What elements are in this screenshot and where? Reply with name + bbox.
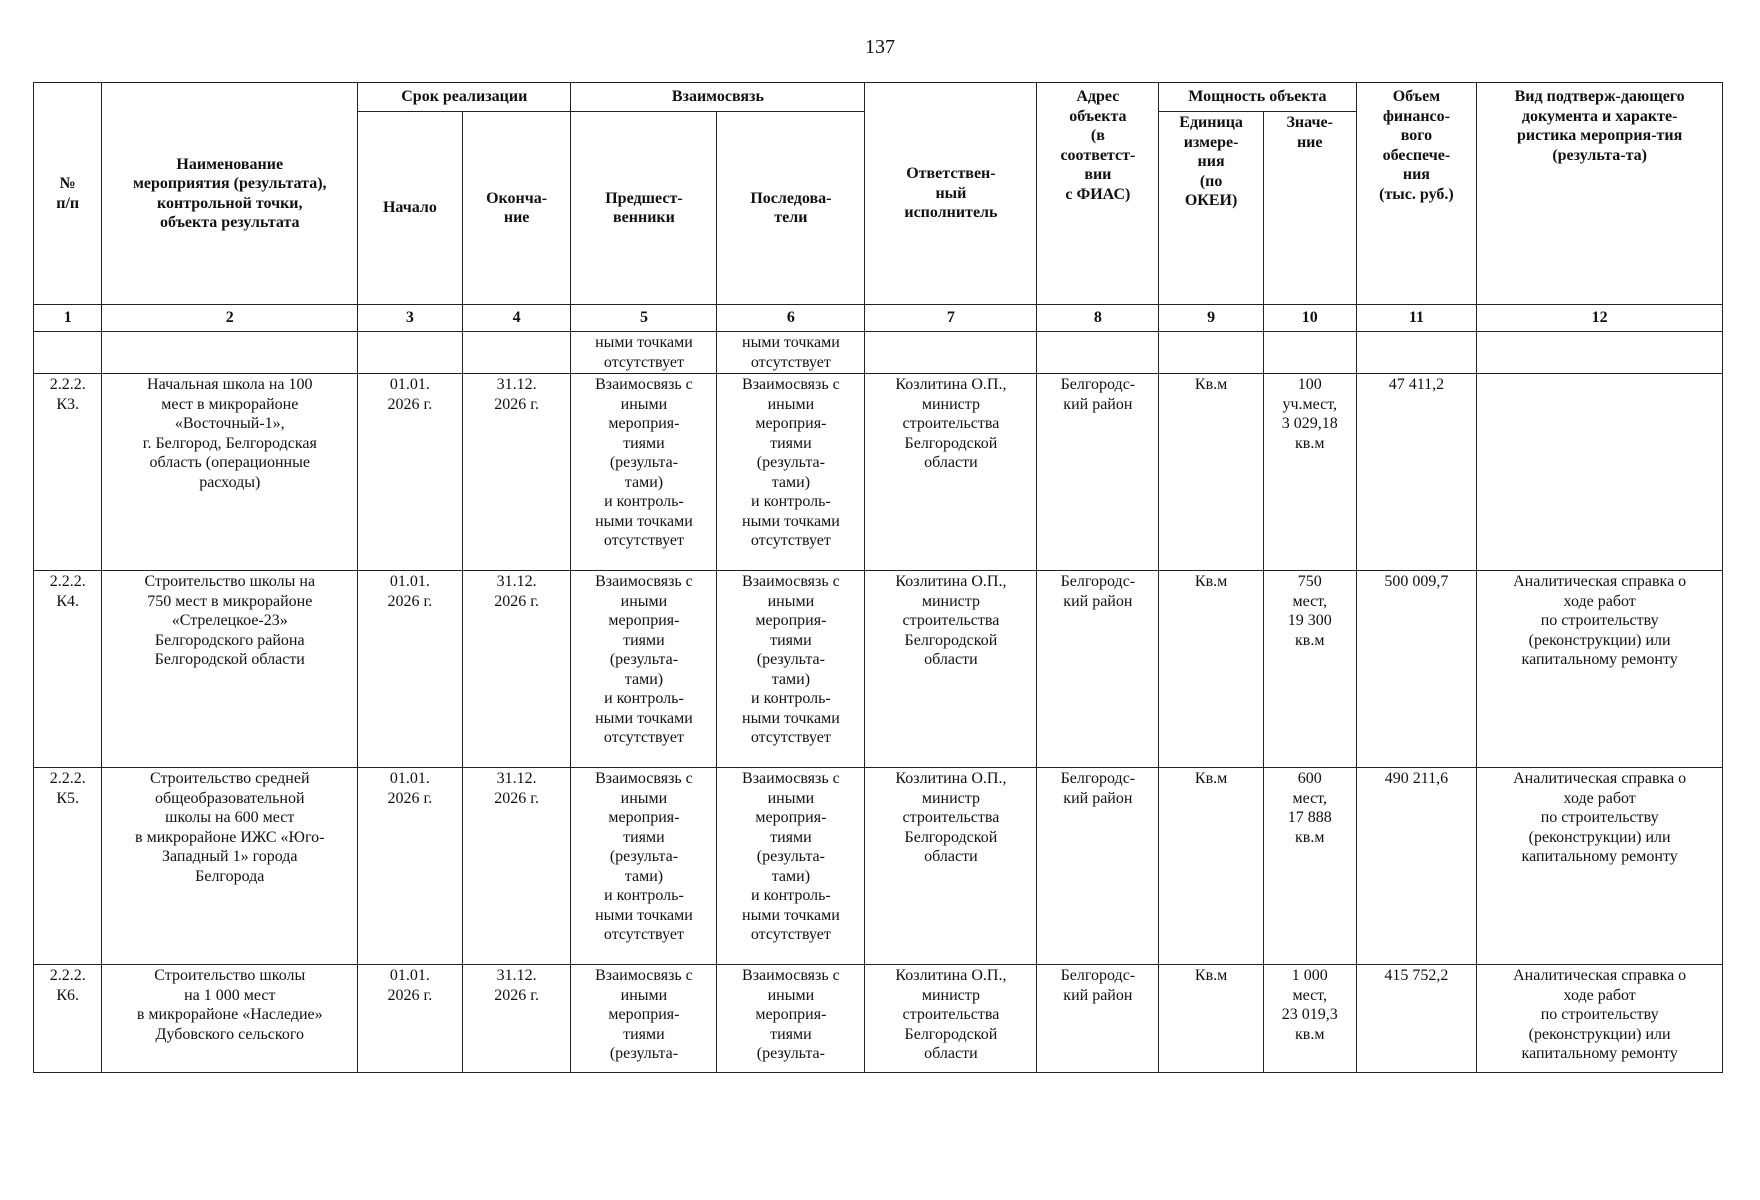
address-cell: Белгородс- кий район (1037, 374, 1159, 571)
responsible-text: Козлитина О.П., министр строительства Белгородской области (895, 967, 1007, 1062)
table-cell (102, 332, 358, 374)
table-row (34, 965, 1723, 1073)
document-cell (1477, 965, 1723, 1073)
col-number: 5 (571, 305, 717, 332)
table-cell (1159, 332, 1264, 374)
table-cell (1477, 332, 1723, 374)
predecessors-cell: Взаимосвязь с иными мероприя- тиями (результа- тами) и контроль- ными точками отсутствует (571, 571, 717, 768)
col-number: 7 (865, 305, 1037, 332)
end-date: 31.12. 2026 г. (462, 374, 571, 571)
table-cell (462, 332, 571, 374)
end-date: 31.12. 2026 г. (462, 768, 571, 965)
unit-cell: Кв.м (1159, 374, 1264, 571)
value-cell (1263, 965, 1356, 1073)
table-cell (1263, 332, 1356, 374)
header-address: Адрес объекта (в соответст- вии с ФИАС) (1037, 83, 1159, 305)
page-number: 137 (865, 36, 895, 58)
successors-cell: Взаимосвязь с иными мероприя- тиями (результа- тами) и контроль- ными точками отсутствует (717, 571, 865, 768)
predecessors-cell: Взаимосвязь с иными мероприя- тиями (результа- тами) и контроль- ными точками отсутствует (571, 374, 717, 571)
address-cell: Белгородс- кий район (1037, 768, 1159, 965)
row-number (34, 965, 102, 1073)
responsible-cell (865, 965, 1037, 1073)
header-num: № п/п (34, 83, 102, 305)
successors-cell (717, 965, 865, 1073)
header-predecessors: Предшест- венники (571, 112, 717, 305)
header-document: Вид подтверж-дающего документа и характе- ристика мероприя-тия (результа-та) (1477, 83, 1723, 305)
col-number: 9 (1159, 305, 1264, 332)
end-date: 31.12. 2026 г. (462, 571, 571, 768)
successors-cell: Взаимосвязь с иными мероприя- тиями (результа- тами) и контроль- ными точками отсутствует (717, 768, 865, 965)
table-row (34, 374, 1723, 571)
column-numbers-row (34, 305, 1723, 332)
value-text: 1 000 мест, 23 019,3 кв.м (1281, 967, 1338, 1043)
activity-name (102, 965, 358, 1073)
successors-cell: ными точками отсутствует (717, 332, 865, 374)
start-date-text: 01.01. 2026 г. (387, 967, 433, 1004)
address-text: Белгородс- кий район (1060, 967, 1136, 1004)
header-value: Значе- ние (1263, 112, 1356, 305)
predecessors-cell (571, 965, 717, 1073)
header-responsible: Ответствен- ный исполнитель (865, 83, 1037, 305)
col-number: 12 (1477, 305, 1723, 332)
header-finance: Объем финансо- вого обеспече- ния (тыс. руб.) (1356, 83, 1477, 305)
start-date: 01.01. 2026 г. (358, 374, 463, 571)
end-date (462, 965, 571, 1073)
document-cell: Аналитическая справка о ходе работ по строительству (реконструкции) или капитальному ремонту (1477, 768, 1723, 965)
table-cell (1037, 332, 1159, 374)
unit-cell: Кв.м (1159, 571, 1264, 768)
responsible-cell: Козлитина О.П., министр строительства Белгородской области (865, 768, 1037, 965)
finance-cell (1356, 965, 1477, 1073)
activity-name: Строительство школы на 750 мест в микрорайоне «Стрелецкое-23» Белгородского района Белгородской области (102, 571, 358, 768)
col-number: 11 (1356, 305, 1477, 332)
row-number: 2.2.2. К5. (34, 768, 102, 965)
unit-cell (1159, 965, 1264, 1073)
header-group-srok: Срок реализации (358, 83, 571, 112)
activity-name-text: Строительство школы на 1 000 мест в микрорайоне «Наследие» Дубовского сельского (136, 967, 323, 1043)
activity-name: Начальная школа на 100 мест в микрорайоне «Восточный-1», г. Белгород, Белгородская область (операционные расходы) (102, 374, 358, 571)
predecessors-cell: Взаимосвязь с иными мероприя- тиями (результа- тами) и контроль- ными точками отсутствует (571, 768, 717, 965)
activity-name: Строительство средней общеобразовательной школы на 600 мест в микрорайоне ИЖС «Юго- Западный 1» города Белгорода (102, 768, 358, 965)
activities-table (33, 82, 1723, 1073)
address-cell (1037, 965, 1159, 1073)
row-number: 2.2.2. К4. (34, 571, 102, 768)
address-cell: Белгородс- кий район (1037, 571, 1159, 768)
start-date: 01.01. 2026 г. (358, 768, 463, 965)
finance-cell: 47 411,2 (1356, 374, 1477, 571)
header-name: Наименование мероприятия (результата), контрольной точки, объекта результата (102, 83, 358, 305)
col-number: 6 (717, 305, 865, 332)
table-row (34, 768, 1723, 965)
col-number: 8 (1037, 305, 1159, 332)
row-number-text: 2.2.2. К6. (49, 967, 86, 1004)
table-cell (1356, 332, 1477, 374)
responsible-cell: Козлитина О.П., министр строительства Белгородской области (865, 374, 1037, 571)
predecessors-text: Взаимосвязь с иными мероприя- тиями (результа- (595, 967, 693, 1062)
col-number: 4 (462, 305, 571, 332)
table-cell (358, 332, 463, 374)
value-cell: 600 мест, 17 888 кв.м (1263, 768, 1356, 965)
finance-text: 415 752,2 (1384, 967, 1449, 984)
start-date (358, 965, 463, 1073)
document-cell: Аналитическая справка о ходе работ по строительству (реконструкции) или капитальному ремонту (1477, 571, 1723, 768)
successors-text: Взаимосвязь с иными мероприя- тиями (результа- (742, 967, 840, 1062)
value-cell: 750 мест, 19 300 кв.м (1263, 571, 1356, 768)
col-number: 10 (1263, 305, 1356, 332)
unit-text: Кв.м (1194, 967, 1228, 984)
table-row (34, 571, 1723, 768)
col-number: 3 (358, 305, 463, 332)
header-end: Оконча- ние (462, 112, 571, 305)
table-cell (34, 332, 102, 374)
header-group-vzaimosvyaz: Взаимосвязь (571, 83, 865, 112)
start-date: 01.01. 2026 г. (358, 571, 463, 768)
header-row-groups (34, 83, 1723, 112)
unit-cell: Кв.м (1159, 768, 1264, 965)
finance-cell: 500 009,7 (1356, 571, 1477, 768)
row-number: 2.2.2. К3. (34, 374, 102, 571)
responsible-cell: Козлитина О.П., министр строительства Белгородской области (865, 571, 1037, 768)
col-number: 1 (34, 305, 102, 332)
header-unit: Единица измере- ния (по ОКЕИ) (1159, 112, 1264, 305)
header-group-moshchnost: Мощность объекта (1159, 83, 1356, 112)
header-successors: Последова- тели (717, 112, 865, 305)
document-cell (1477, 374, 1723, 571)
predecessors-cell: ными точками отсутствует (571, 332, 717, 374)
document-text: Аналитическая справка о ходе работ по строительству (реконструкции) или капитальному ремонту (1513, 967, 1687, 1062)
finance-cell: 490 211,6 (1356, 768, 1477, 965)
successors-cell: Взаимосвязь с иными мероприя- тиями (результа- тами) и контроль- ными точками отсутствует (717, 374, 865, 571)
end-date-text: 31.12. 2026 г. (494, 967, 539, 1004)
value-cell: 100 уч.мест, 3 029,18 кв.м (1263, 374, 1356, 571)
table-cell (865, 332, 1037, 374)
col-number: 2 (102, 305, 358, 332)
continuation-row (34, 332, 1723, 374)
header-start: Начало (358, 112, 463, 305)
